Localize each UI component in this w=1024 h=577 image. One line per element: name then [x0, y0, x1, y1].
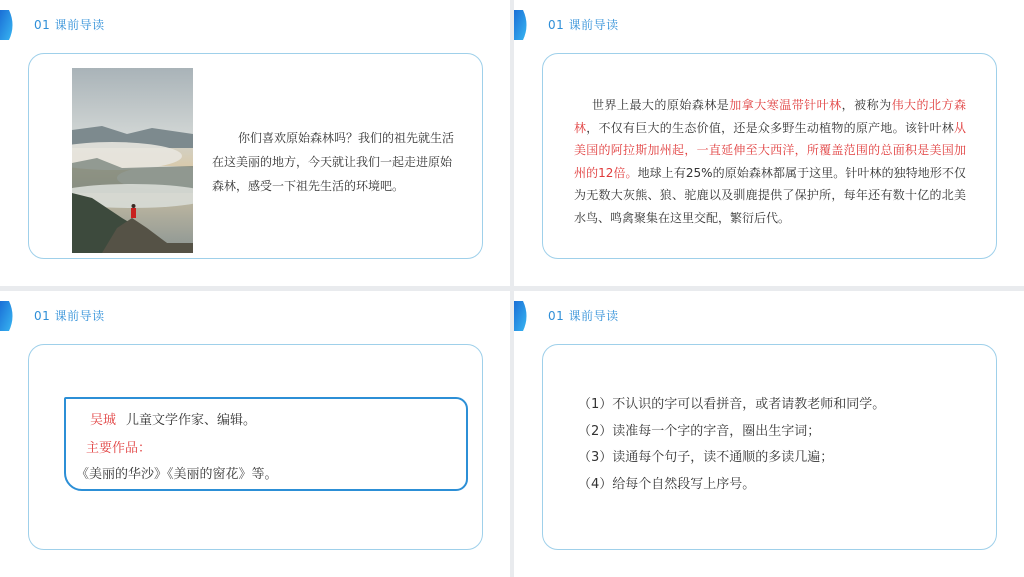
- works-list: 《美丽的华沙》《美丽的窗花》等。: [76, 467, 278, 482]
- text-segment: 地球上有25%的原始森林都属于这里。针叶林的独特地形不仅为无数大灰熊、狼、驼鹿以及驯鹿提供了保护所，每年还有数十亿的北美水鸟、鸣禽聚集在这里交配，繁衍后代。: [574, 165, 966, 225]
- text-segment: 世界上最大的原始森林是: [592, 98, 730, 112]
- works-label: 主要作品：: [86, 441, 152, 456]
- list-item: （3）读通每个句子，读不通顺的多读几遍；: [578, 450, 834, 465]
- blue-tab-marker-icon: [0, 301, 16, 331]
- list-item: （2）读准每一个字的字音，圈出生字词；: [578, 423, 821, 439]
- text-segment: ，被称为: [841, 98, 892, 112]
- intro-paragraph: 你们喜欢原始森林吗？我们的祖先就生活在这美丽的地方，今天就让我们一起走进原始森林，感受一下祖先生活的环境吧。: [212, 131, 455, 193]
- section-header: 01 课前导读: [548, 309, 619, 323]
- forest-paragraph: [574, 94, 966, 229]
- text-segment: ，不仅有巨大的生态价值，还是众多野生动植物的原产地。该针叶林: [586, 120, 954, 135]
- section-header: 01 课前导读: [34, 18, 105, 32]
- blue-tab-marker-icon: [514, 10, 530, 40]
- list-item: （4）给每个自然段写上序号。: [578, 476, 756, 492]
- section-header: 01 课前导读: [548, 18, 619, 32]
- highlight-segment: 从美国的阿拉斯加州起，一直延伸至大西洋，所覆盖范围的总面积是美国加州的12倍。: [574, 120, 966, 180]
- reading-rules-list: [578, 392, 885, 498]
- mountain-photo: [72, 68, 193, 253]
- highlight-segment: 伟大的北方森林: [574, 98, 966, 135]
- blue-tab-marker-icon: [0, 10, 16, 40]
- author-line: [90, 409, 256, 428]
- list-item: （1）不认识的字可以看拼音，或者请教老师和同学。: [578, 397, 886, 412]
- blue-tab-marker-icon: [514, 301, 530, 331]
- author-name: 吴珹: [90, 413, 117, 428]
- section-header: 01 课前导读: [34, 309, 105, 323]
- highlight-segment: 加拿大寒温带针叶林: [729, 98, 842, 112]
- author-description: 儿童文学作家、编辑。: [126, 413, 257, 428]
